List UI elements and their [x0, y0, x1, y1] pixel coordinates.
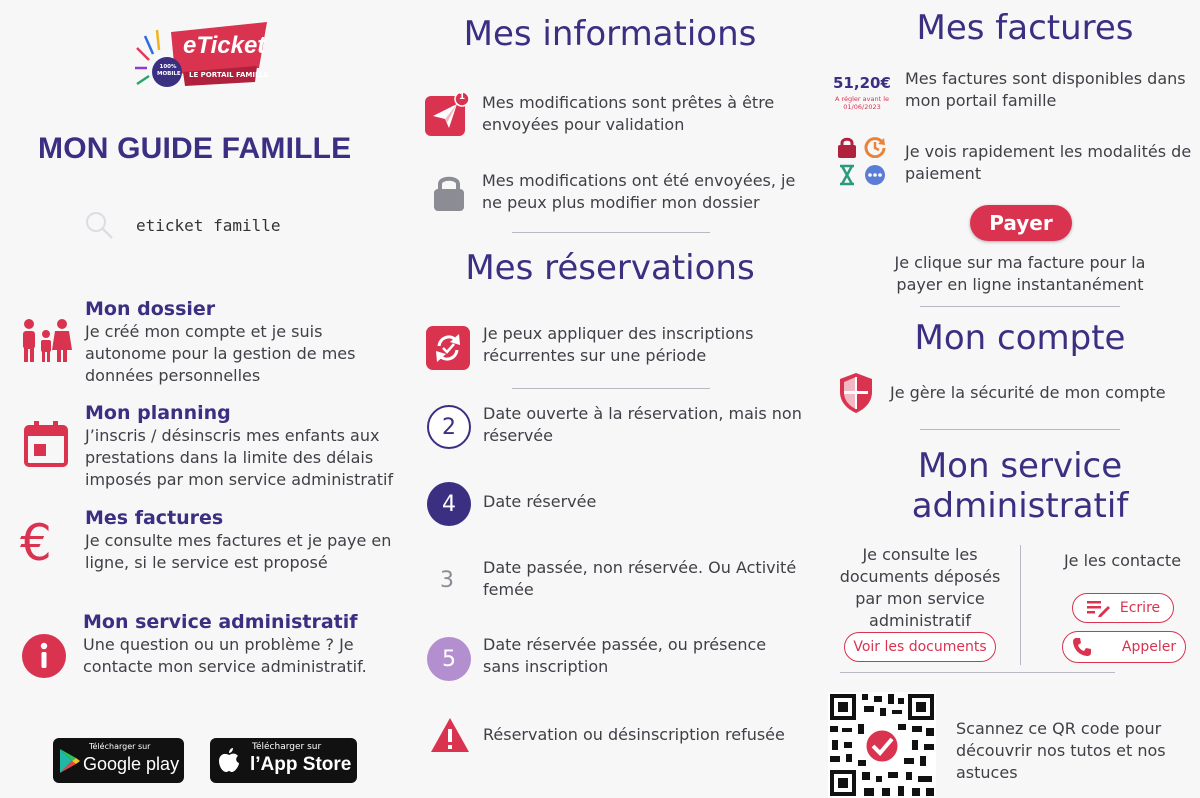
- invoice-amount: 51,20€: [833, 74, 891, 92]
- service-left-text: Une question ou un problème ? Je contacte mon service administratif.: [83, 635, 367, 676]
- logo-brand: eTicket: [183, 32, 266, 59]
- family-icon: [20, 318, 72, 364]
- google-play-big: Google play: [83, 754, 180, 774]
- compte-text: Je gère la sécurité de mon compte: [890, 383, 1166, 402]
- dossier-text: Je créé mon compte et je suis autonome pour la gestion de mes données personnelles: [85, 322, 356, 385]
- lock-icon: [431, 172, 467, 212]
- payment-icons: [836, 136, 888, 188]
- euro-icon: €: [20, 514, 52, 572]
- apple-icon: [218, 747, 240, 773]
- service-title-1: Mon service: [917, 446, 1123, 486]
- app-store-button[interactable]: [210, 738, 357, 783]
- pay-button[interactable]: Payer: [970, 205, 1072, 241]
- hourglass-icon: [838, 164, 856, 186]
- more-icon: [864, 164, 886, 186]
- padlock-icon: [836, 136, 858, 158]
- factures-left-title: Mes factures: [85, 507, 224, 529]
- planning-title: Mon planning: [85, 402, 231, 424]
- service-left-title: Mon service administratif: [83, 611, 358, 633]
- date-reserved-badge: 4: [427, 482, 471, 526]
- search-bar[interactable]: [84, 210, 344, 242]
- google-play-small: Télécharger sur: [89, 742, 151, 751]
- date-past-reserved-badge: 5: [427, 637, 471, 681]
- divider-right-3: [840, 672, 1115, 673]
- calendar-icon: [23, 420, 69, 468]
- info-icon: [21, 633, 67, 679]
- phone-icon: [1072, 637, 1092, 657]
- divider-right-1: [920, 306, 1120, 307]
- factures-title: Mes factures: [916, 8, 1134, 48]
- app-store-big: l’App Store: [250, 754, 352, 775]
- contact-text: Je les contacte: [1063, 551, 1182, 570]
- divider-right-2: [920, 429, 1120, 430]
- guide-title: MON GUIDE FAMILLE: [38, 132, 352, 165]
- resa-text-3: Date réservée: [483, 492, 597, 511]
- logo: [135, 18, 275, 96]
- write-label: Ecrire: [1119, 600, 1161, 616]
- write-icon: [1086, 599, 1110, 617]
- date-open-badge: 2: [427, 405, 471, 449]
- info-text-1: Mes modifications sont prêtes à être envoyées pour validation: [482, 93, 775, 134]
- divider-middle-1: [512, 232, 710, 233]
- resa-text-4: Date passée, non réservée. Ou Activité femée: [483, 558, 797, 599]
- logo-tagline: LE PORTAIL FAMILLE: [189, 71, 269, 79]
- resa-text-1: Je peux appliquer des inscriptions récurrentes sur une période: [483, 324, 754, 365]
- search-text: eticket famille: [136, 216, 281, 235]
- resa-text-6: Réservation ou désinscription refusée: [483, 725, 785, 744]
- info-text-2: Mes modifications ont été envoyées, je ne peux plus modifier mon dossier: [482, 171, 796, 212]
- divider-middle-2: [512, 388, 710, 389]
- docs-text: Je consulte les documents déposés par mon service administratif: [839, 545, 1001, 630]
- planning-text: J’inscris / désinscris mes enfants aux prestations dans la limite des délais imposés par mon service administratif: [85, 426, 394, 489]
- resa-text-2: Date ouverte à la réservation, mais non réservée: [483, 404, 802, 445]
- google-play-icon: [59, 748, 81, 774]
- search-icon: [84, 210, 114, 240]
- view-documents-button[interactable]: Voir les documents: [844, 632, 996, 662]
- qr-code[interactable]: [828, 692, 936, 798]
- warning-icon: [430, 716, 470, 754]
- dossier-title: Mon dossier: [85, 298, 216, 320]
- compte-title: Mon compte: [914, 318, 1126, 358]
- fact-text-1: Mes factures sont disponibles dans mon portail famille: [905, 69, 1186, 110]
- call-button[interactable]: [1062, 631, 1186, 663]
- google-play-button[interactable]: [53, 738, 184, 783]
- resa-text-5: Date réservée passée, ou présence sans inscription: [483, 635, 767, 676]
- shield-icon: [838, 372, 874, 414]
- vertical-divider: [1020, 545, 1021, 665]
- app-store-small: Télécharger sur: [252, 742, 322, 752]
- clock-icon: [864, 136, 886, 158]
- call-label: Appeler: [1121, 639, 1177, 655]
- factures-left-text: Je consulte mes factures et je paye en ligne, si le service est proposé: [85, 531, 392, 572]
- pay-text: Je clique sur ma facture pour la payer en ligne instantanément: [894, 253, 1146, 294]
- write-button[interactable]: [1072, 593, 1174, 623]
- date-past-badge: 3: [440, 567, 454, 593]
- qr-text: Scannez ce QR code pour découvrir nos tutos et nos astuces: [956, 719, 1166, 782]
- fact-text-2: Je vois rapidement les modalités de paiement: [905, 142, 1192, 183]
- service-title-2: administratif: [911, 486, 1129, 526]
- resa-title: Mes réservations: [465, 248, 755, 288]
- info-title: Mes informations: [463, 14, 757, 54]
- logo-badge: 100% MOBILE: [157, 64, 181, 77]
- invoice-due: A régler avant le 01/06/2023: [834, 95, 890, 111]
- notification-badge: 1: [458, 92, 466, 102]
- recurrence-icon: [426, 326, 470, 370]
